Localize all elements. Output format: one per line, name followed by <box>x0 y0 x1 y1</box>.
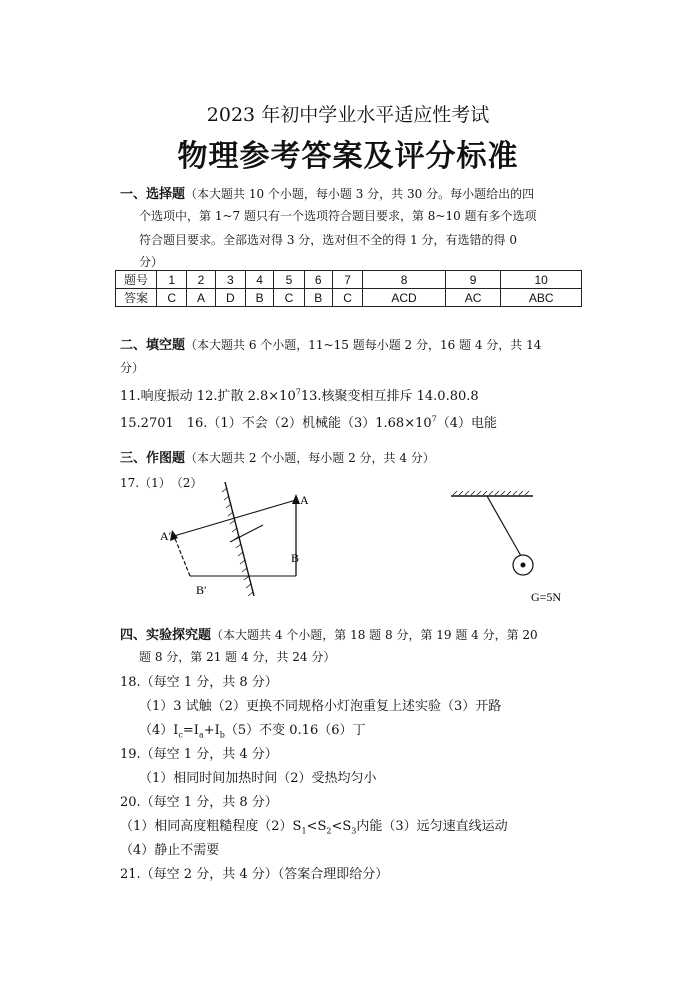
label-a-prime: A′ <box>160 529 172 543</box>
answer-table <box>115 270 582 307</box>
mirror-hatch <box>222 488 253 596</box>
mirror-figure <box>150 478 330 603</box>
table-row-numbers <box>116 271 582 289</box>
table-row-label-numbers: 题号 <box>116 271 157 289</box>
label-g: G=5N <box>531 590 562 604</box>
answer-text: =I <box>182 723 199 738</box>
section4-note-2: 题 8 分，第 21 题 4 分，共 24 分） <box>139 650 336 664</box>
answer-text: 内能（3）远匀速直线运动 <box>356 819 508 834</box>
subscript: 2 <box>326 826 332 836</box>
table-cell: AC <box>445 289 500 307</box>
answer-text: （4）电能 <box>436 416 498 431</box>
exam-title: 2023 年初中学业水平适应性考试 <box>206 104 490 126</box>
table-cell: B <box>304 289 332 307</box>
subscript: 1 <box>301 826 307 836</box>
table-cell: 10 <box>501 271 582 289</box>
section3-heading: 三、作图题 <box>120 451 186 466</box>
section1-note-4: 分） <box>139 255 164 269</box>
table-cell: C <box>332 289 362 307</box>
label-b: B <box>291 551 300 565</box>
section4-note-1: （本大题共 4 个小题，第 18 题 8 分，第 19 题 4 分，第 20 <box>211 628 538 642</box>
table-cell: 4 <box>245 271 273 289</box>
subscript: b <box>219 730 225 740</box>
answer-text: <S <box>331 819 352 834</box>
q19-header: 19.（每空 1 分，共 4 分） <box>120 747 278 762</box>
q18-answer-2 <box>139 719 366 740</box>
q20-header: 20.（每空 1 分，共 8 分） <box>120 795 278 810</box>
section2-heading: 二、填空题 <box>120 338 186 353</box>
section1-line1 <box>120 183 534 202</box>
perpendicular-mark <box>230 525 263 542</box>
section2-line1 <box>120 334 541 353</box>
answer-text: （5）不变 0.16（6）丁 <box>224 723 366 738</box>
label-a: A <box>300 493 309 507</box>
table-cell: A <box>187 289 215 307</box>
table-cell: 1 <box>157 271 187 289</box>
table-cell: ACD <box>363 289 446 307</box>
mirror-line <box>225 482 254 596</box>
table-row-answers <box>116 289 582 307</box>
table-cell: ABC <box>501 289 582 307</box>
image-ab <box>174 536 190 576</box>
section3-note: （本大题共 2 个小题，每小题 2 分，共 4 分） <box>185 451 435 465</box>
table-cell: 5 <box>274 271 304 289</box>
subscript: c <box>178 730 183 740</box>
table-cell: 3 <box>215 271 245 289</box>
q17-label: 17.（1） （2） <box>120 476 203 490</box>
table-cell: C <box>274 289 304 307</box>
string <box>487 496 521 556</box>
section2-note-2: 分） <box>120 361 145 375</box>
section4-line1 <box>120 624 538 643</box>
subscript: 3 <box>351 826 357 836</box>
q20-answer-2: （4）静止不需要 <box>120 843 220 858</box>
table-cell: 6 <box>304 271 332 289</box>
line-a-aprime <box>174 500 296 536</box>
pendulum-figure <box>445 486 575 606</box>
arrow-a <box>292 494 300 504</box>
answer-text: （1）相同高度粗糙程度（2）S <box>120 819 302 834</box>
q19-answer: （1）相同时间加热时间（2）受热均匀小 <box>139 771 377 786</box>
superscript: 7 <box>295 387 301 397</box>
table-cell: 2 <box>187 271 215 289</box>
answer-text: 11.响度振动 12.扩散 2.8×10 <box>120 389 296 404</box>
section2-answers-line2 <box>120 412 497 431</box>
section1-note-3: 符合题目要求。全部选对得 3 分，选对但不全的得 1 分，有选错的得 0 <box>139 233 517 247</box>
q21-header: 21.（每空 2 分，共 4 分）（答案合理即给分） <box>120 867 389 882</box>
answer-text: 13.核聚变相互排斥 14.0.80.8 <box>300 389 479 404</box>
section3-line <box>120 447 435 466</box>
subscript: a <box>198 730 204 740</box>
table-cell: 7 <box>332 271 362 289</box>
answer-text: （4）I <box>139 723 179 738</box>
label-b-prime: B′ <box>196 583 207 597</box>
section1-note-2: 个选项中，第 1~7 题只有一个选项符合题目要求，第 8~10 题有多个选项 <box>139 209 537 223</box>
table-row-label-answers: 答案 <box>116 289 157 307</box>
q20-answer-1 <box>120 815 508 836</box>
ball-center <box>521 563 526 568</box>
ceiling-hatch <box>453 491 529 495</box>
table-cell: 9 <box>445 271 500 289</box>
q18-header: 18.（每空 1 分，共 8 分） <box>120 675 278 690</box>
document-subtitle: 物理参考答案及评分标准 <box>177 139 519 174</box>
superscript: 7 <box>431 414 437 424</box>
table-cell: B <box>245 289 273 307</box>
section4-heading: 四、实验探究题 <box>120 628 212 643</box>
table-cell: C <box>157 289 187 307</box>
table-cell: 8 <box>363 271 446 289</box>
table-cell: D <box>215 289 245 307</box>
section1-heading: 一、选择题 <box>120 187 186 202</box>
q18-answer-1: （1）3 试触（2）更换不同规格小灯泡重复上述实验（3）开路 <box>139 699 502 714</box>
answer-text: 15.2701 16.（1）不会（2）机械能（3）1.68×10 <box>120 416 432 431</box>
section2-note-1: （本大题共 6 个小题，11~15 题每小题 2 分，16 题 4 分，共 14 <box>185 338 542 352</box>
answer-text: <S <box>306 819 327 834</box>
section2-answers-line1 <box>120 385 479 404</box>
section1-note-1: （本大题共 10 个小题，每小题 3 分，共 30 分。每小题给出的四 <box>185 187 535 201</box>
answer-text: +I <box>203 723 220 738</box>
